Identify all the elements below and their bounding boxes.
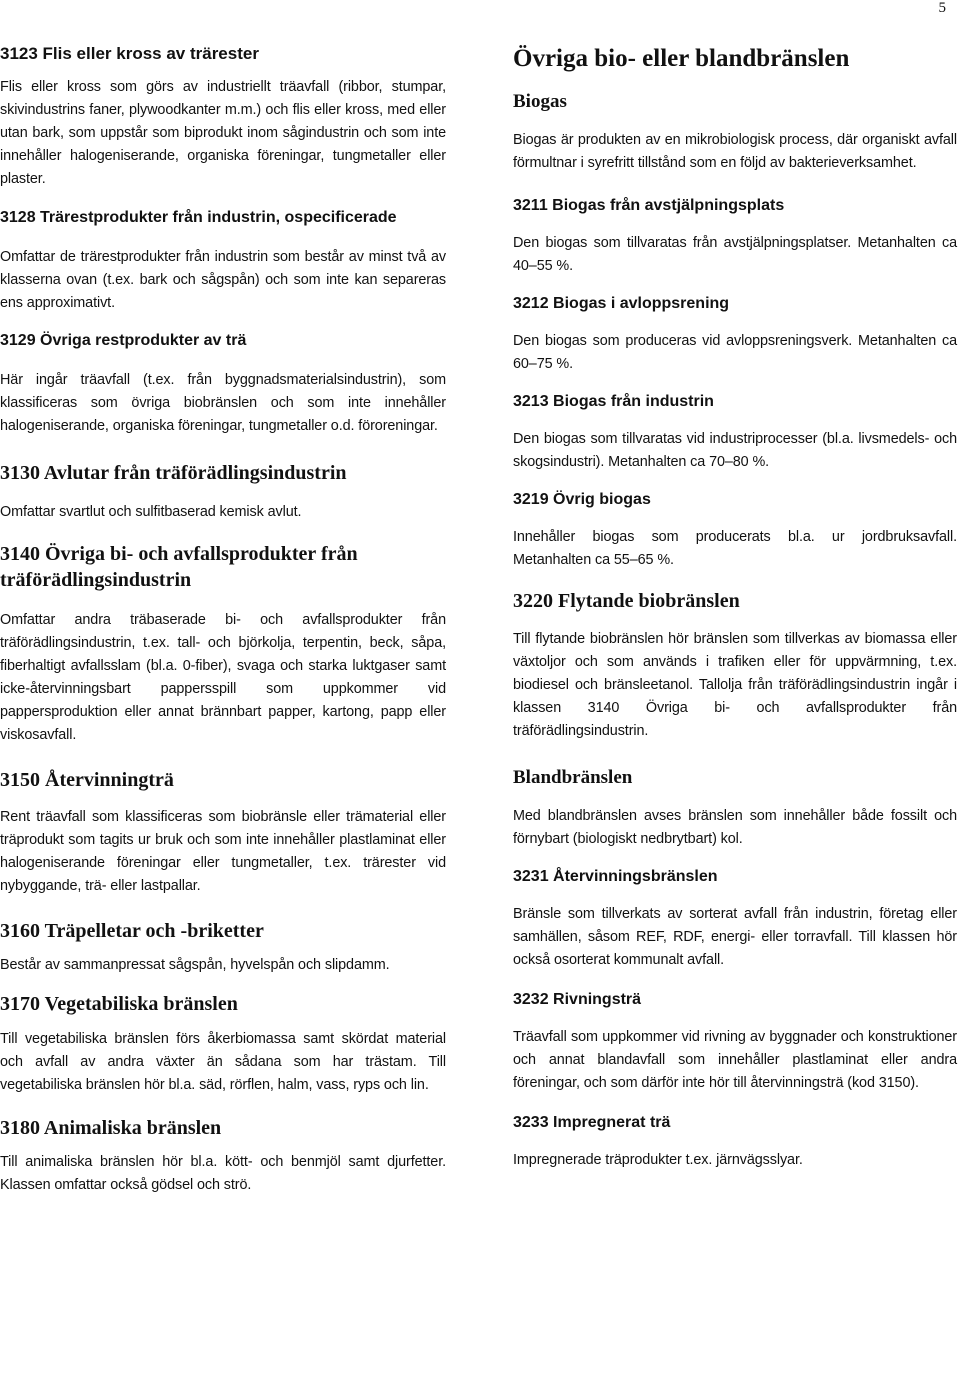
text-3180: Till animaliska bränslen hör bl.a. kött- och benmjöl samt djurfetter. Klassen omfattar också gödsel och strö.: [0, 1154, 446, 1193]
text-3129: Här ingår träavfall (t.ex. från byggnadsmaterialsindustrin), som klassificeras som övriga biobränslen och som inte innehåller halogeniserande, organiska föreningar, tungmetaller o.d. föroreningar.: [0, 372, 446, 434]
text-3233: Impregnerade träprodukter t.ex. järnvägsslyar.: [513, 1152, 803, 1168]
text-3128: Omfattar de trärestprodukter från industrin som består av minst två av klasserna ovan (t.ex. bark och sågspån) och som inte kan separeras ens approximativt.: [0, 249, 446, 311]
text-3160: Består av sammanpressat sågspån, hyvelspån och slipdamm.: [0, 957, 390, 973]
heading-blandbranslen: Blandbränslen: [513, 767, 633, 788]
section-title: Övriga bio- eller blandbränslen: [513, 45, 850, 72]
text-3150: Rent träavfall som klassificeras som biobränsle eller trämaterial eller träprodukt som tagits ur bruk och som inte innehåller plastlaminat eller halogeniserande föreningar eller tungmetaller, t.ex. trärester vid nybyggande, trä- eller lastpallar.: [0, 809, 446, 894]
heading-3150: 3150 Återvinningträ: [0, 769, 174, 791]
heading-3170: 3170 Vegetabiliska bränslen: [0, 993, 238, 1015]
heading-3219: 3219 Övrig biogas: [513, 491, 651, 508]
heading-3211: 3211 Biogas från avstjälpningsplats: [513, 197, 785, 214]
text-3219: Innehåller biogas som producerats bl.a. ur jordbruksavfall. Metanhalten ca 55–65 %.: [513, 529, 957, 568]
text-biogas: Biogas är produkten av en mikrobiologisk process, där organiskt avfall förmultnar i syrefritt tillstånd som en följd av bakterieverksamhet.: [513, 132, 957, 171]
heading-3123: 3123 Flis eller kross av trärester: [0, 44, 259, 63]
text-3123: Flis eller kross som görs av industriellt träavfall (ribbor, stumpar, skivindustrins faner, plywoodkanter m.m.) och flis eller kross, med eller utan bark, som uppstår som biprodukt inom sågindustrin och som inte innehåller halogeniserande, organiska föreningar, tungmetaller eller plaster.: [0, 79, 446, 187]
text-3140: Omfattar andra träbaserade bi- och avfallsprodukter från träförädlingsindustrin, t.ex. tall- och björkolja, terpentin, beck, såpa, fiberhaltigt avfallsslam (bl.a. 0-fiber), svaga och starka luktgaser samt icke-återvinningsbart pappersspill som uppkommer vid pappersproduktion eller annat brännbart papper, kartong, papp eller viskosavfall.: [0, 612, 446, 743]
page-number: 5: [938, 0, 946, 16]
heading-3180: 3180 Animaliska bränslen: [0, 1117, 222, 1139]
text-3213: Den biogas som tillvaratas vid industriprocesser (bl.a. livsmedels- och skogsindustri). Metanhalten ca 70–80 %.: [513, 431, 957, 470]
text-3212: Den biogas som produceras vid avloppsreningsverk. Metanhalten ca 60–75 %.: [513, 333, 957, 372]
heading-3232: 3232 Rivningsträ: [513, 991, 642, 1008]
text-3211: Den biogas som tillvaratas från avstjälpningsplatser. Metanhalten ca 40–55 %.: [513, 235, 957, 274]
heading-3140: 3140 Övriga bi- och avfallsprodukter från träförädlingsindustrin: [0, 543, 358, 591]
heading-3220: 3220 Flytande biobränslen: [513, 590, 740, 612]
heading-3128: 3128 Trärestprodukter från industrin, ospecificerade: [0, 209, 397, 226]
left-column: [0, 36, 446, 1197]
right-column: [513, 36, 957, 1172]
heading-3212: 3212 Biogas i avloppsrening: [513, 295, 730, 312]
text-blandbranslen: Med blandbränslen avses bränslen som innehåller både fossilt och förnybart (biologiskt nedbrytbart) kol.: [513, 808, 957, 847]
heading-biogas: Biogas: [513, 91, 567, 112]
heading-3233: 3233 Impregnerat trä: [513, 1114, 671, 1131]
text-3220: Till flytande biobränslen hör bränslen som tillverkas av biomassa eller växtoljor och som används i trafiken eller för uppvärmning, t.ex. biodiesel och bränsleetanol. Tallolja från träförädlingsindustrin ingår i klassen 3140 Övriga bi- och avfallsprodukter från träförädlingsindustrin.: [513, 631, 957, 739]
heading-3130: 3130 Avlutar från träförädlingsindustrin: [0, 462, 347, 484]
heading-3213: 3213 Biogas från industrin: [513, 393, 714, 410]
text-3130: Omfattar svartlut och sulfitbaserad kemisk avlut.: [0, 504, 302, 520]
heading-3160: 3160 Träpelletar och -briketter: [0, 920, 264, 942]
heading-3129: 3129 Övriga restprodukter av trä: [0, 332, 247, 349]
heading-3231: 3231 Återvinningsbränslen: [513, 868, 718, 885]
text-3170: Till vegetabiliska bränslen förs åkerbiomassa samt skördat material och avfall av andra växter än sådana som har trästam. Till vegetabiliska bränslen hör bl.a. säd, rörflen, halm, vass, ryps och lin.: [0, 1031, 446, 1093]
text-3232: Träavfall som uppkommer vid rivning av byggnader och konstruktioner och annat blandavfall som innehåller plastlaminat eller andra föreningar, och som därför inte hör till återvinningsträ (kod 3150).: [513, 1029, 957, 1091]
text-3231: Bränsle som tillverkats av sorterat avfall från industrin, företag eller samhällen, såsom REF, RDF, energi- eller torravfall. Till klassen hör också osorterat kommunalt avfall.: [513, 906, 957, 968]
